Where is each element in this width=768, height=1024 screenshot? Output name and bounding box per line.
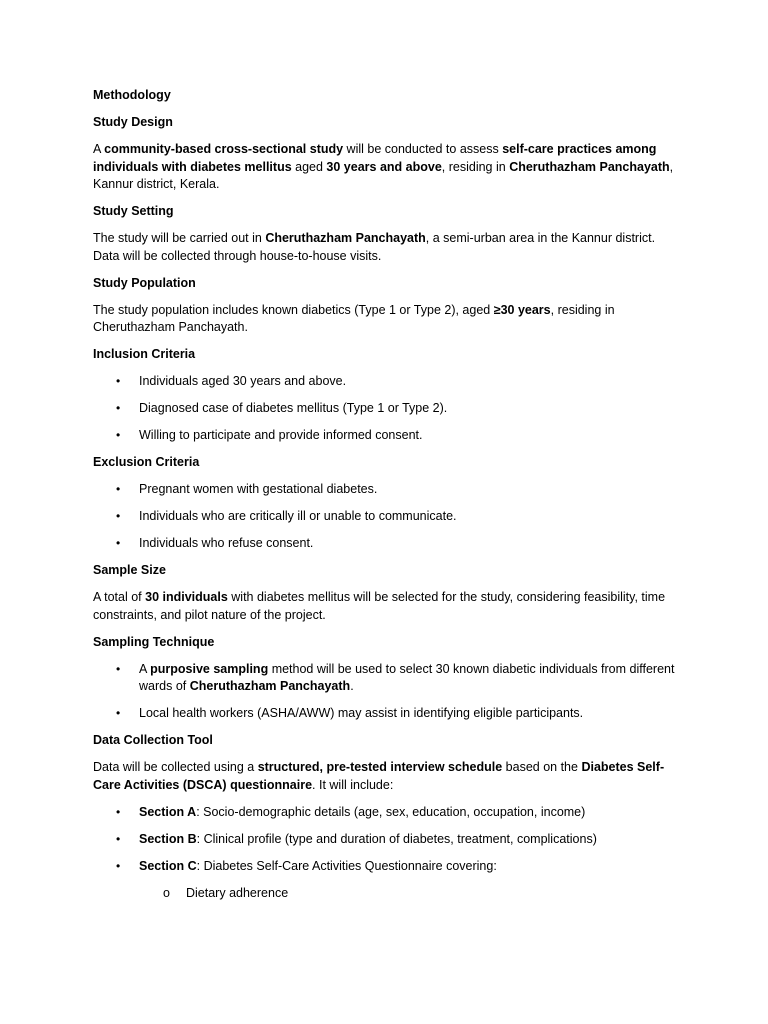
list-item: • Individuals aged 30 years and above. — [93, 373, 676, 391]
study-population-heading: Study Population — [93, 275, 196, 290]
inclusion-criteria-list — [93, 373, 676, 445]
bullet-icon: • — [116, 858, 121, 873]
bullet-icon: • — [116, 482, 121, 496]
document-title: Methodology — [93, 88, 171, 102]
study-design-heading: Study Design — [93, 115, 173, 129]
exclusion-criteria-heading: Exclusion Criteria — [93, 455, 200, 469]
bullet-icon: • — [116, 831, 121, 846]
study-population-paragraph: The study population includes known diabetics (Type 1 or Type 2), aged ≥30 years, residing in Cheruthazham Panchayath. — [93, 302, 615, 334]
list-item: • Diagnosed case of diabetes mellitus (Type 1 or Type 2). — [93, 400, 676, 418]
data-collection-sections-list — [93, 804, 676, 876]
bullet-icon: • — [116, 374, 121, 388]
study-setting-heading: Study Setting — [93, 204, 174, 218]
list-item: • Section C: Diabetes Self-Care Activities Questionnaire covering: — [93, 858, 676, 876]
list-item: • Willing to participate and provide informed consent. — [93, 427, 676, 445]
list-item: • A purposive sampling method will be used to select 30 known diabetic individuals from different wards of Cheruthazham Panchayath. — [116, 661, 675, 693]
study-setting-paragraph: The study will be carried out in Cheruthazham Panchayath, a semi-urban area in the Kannur district. Data will be collected through house-to-house visits. — [93, 231, 656, 263]
list-item: • Section A: Socio-demographic details (age, sex, education, occupation, income) — [93, 804, 676, 822]
bullet-icon: • — [116, 401, 121, 415]
study-design-paragraph: A community-based cross-sectional study will be conducted to assess self-care practices among individuals with diabetes mellitus aged 30 years and above, residing in Cheruthazham Panchayath, Kannur district, Kerala. — [93, 142, 674, 191]
sample-size-heading: Sample Size — [93, 563, 166, 577]
list-item: • Section B: Clinical profile (type and duration of diabetes, treatment, complications) — [93, 831, 676, 849]
inclusion-criteria-heading: Inclusion Criteria — [93, 347, 196, 361]
sampling-technique-heading: Sampling Technique — [93, 634, 215, 649]
list-item: • Individuals who are critically ill or unable to communicate. — [93, 508, 676, 526]
circle-bullet-icon: o — [163, 885, 170, 900]
data-collection-tool-paragraph: Data will be collected using a structured, pre-tested interview schedule based on the Diabetes Self-Care Activities (DSCA) questionnaire. It will include: — [93, 760, 665, 792]
self-care-sub-list — [93, 885, 676, 903]
bullet-icon: • — [116, 661, 121, 676]
list-item: • Pregnant women with gestational diabetes. — [93, 481, 676, 499]
exclusion-criteria-list — [93, 481, 676, 553]
sampling-technique-list — [93, 661, 676, 723]
list-item: • Local health workers (ASHA/AWW) may assist in identifying eligible participants. — [93, 705, 676, 723]
bullet-icon: • — [116, 509, 121, 523]
sample-size-paragraph: A total of 30 individuals with diabetes mellitus will be selected for the study, considering feasibility, time constraints, and pilot nature of the project. — [93, 590, 666, 622]
bullet-icon: • — [116, 804, 121, 819]
list-item: • Individuals who refuse consent. — [93, 535, 676, 553]
bullet-icon: • — [116, 428, 121, 442]
data-collection-tool-heading: Data Collection Tool — [93, 733, 213, 747]
bullet-icon: • — [116, 706, 121, 720]
list-item: o Dietary adherence — [93, 885, 676, 903]
bullet-icon: • — [116, 536, 121, 550]
